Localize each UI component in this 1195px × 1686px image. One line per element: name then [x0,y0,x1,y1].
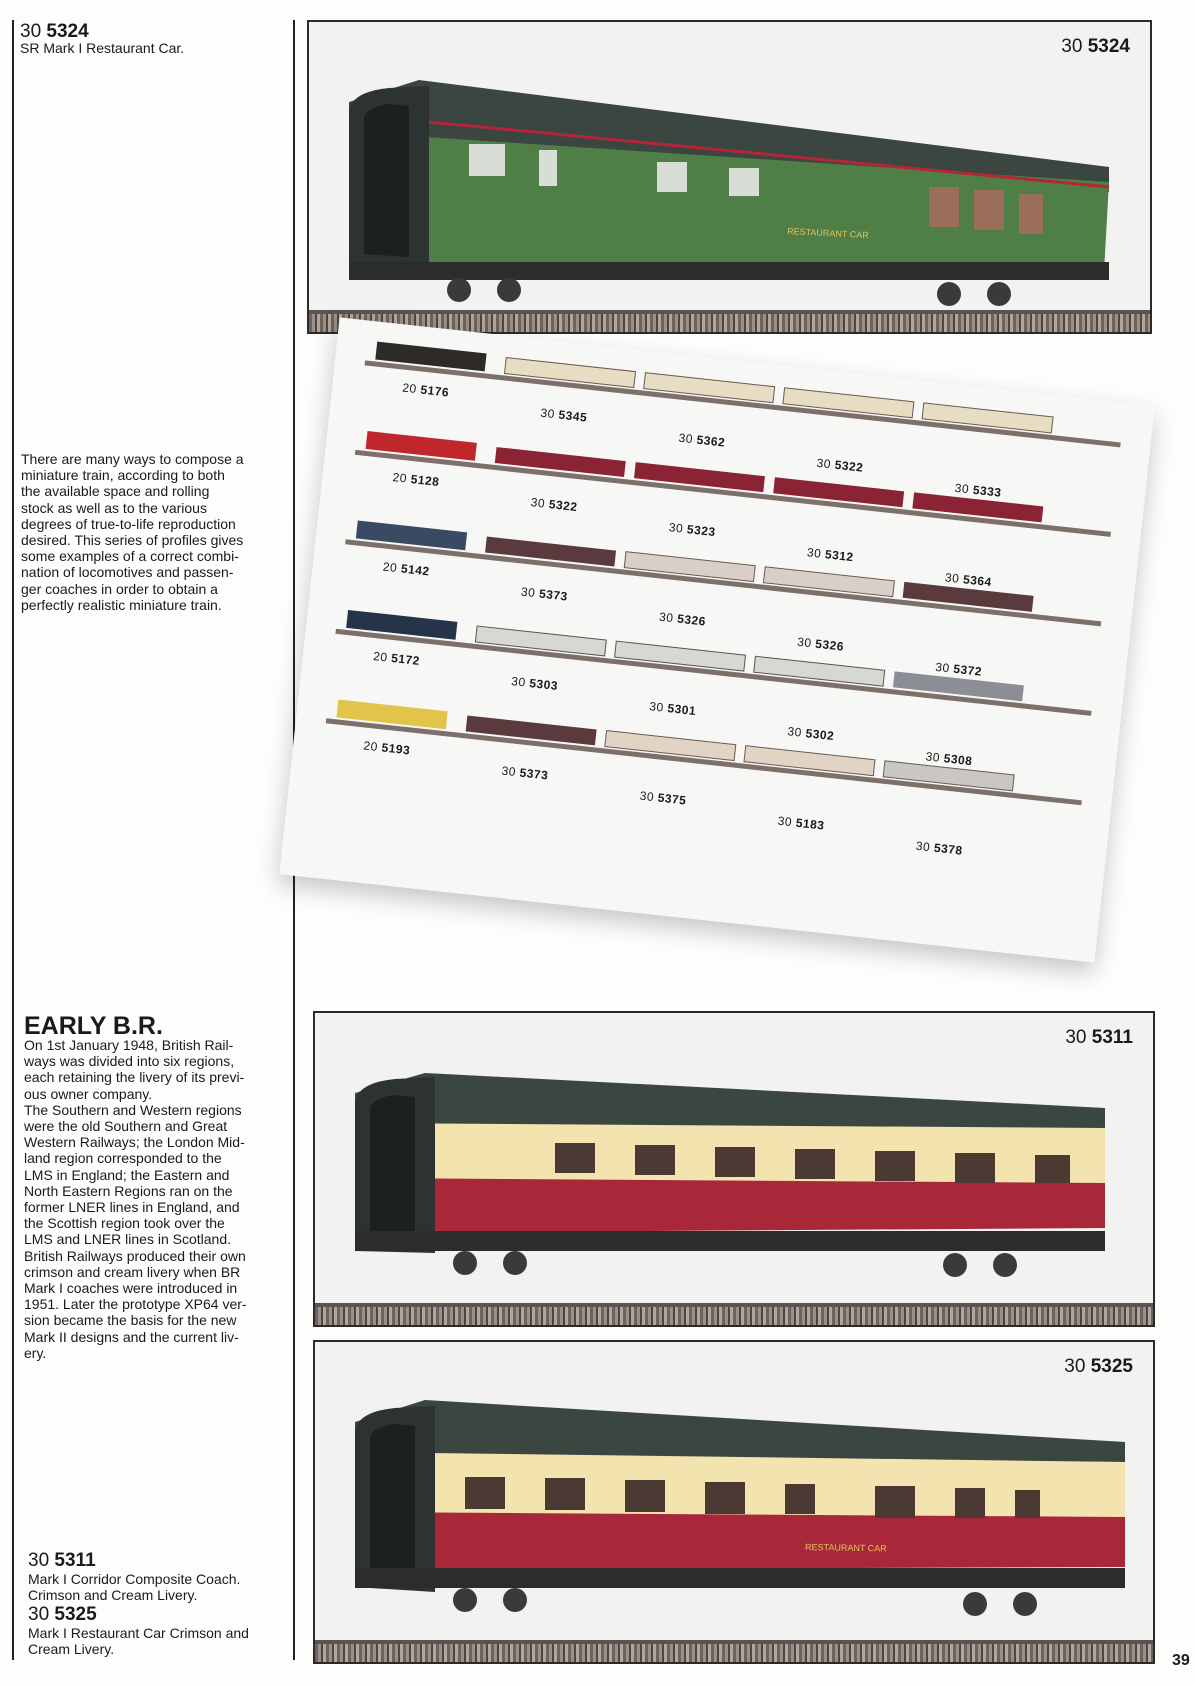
header-item-prefix: 30 [20,21,42,42]
profile-label: 20 5128 [391,470,441,490]
profiles-card-paper [279,317,1155,962]
section-title: EARLY B.R. [24,1012,163,1040]
profile-label: 20 5193 [362,738,411,758]
bottom-item-1-desc: Mark I Corridor Composite Coach. Crimson and Cream Livery. [28,1571,241,1603]
section-text: On 1st January 1948, British Rail- ways was divided into six regions, each retaining the livery of its previ- ous owner company. The Southern and Western regions were the old Southern and Great Western Railways; the London Mid- land region corresponded to the LMS in England; the Eastern and North Eastern Regions ran on the former LNER lines in England, and the Scottish region took over the LMS and LNER lines in Scotland. British Railways produced their own crimson and cream livery when BR Mark I coaches were introduced in 1951. Later the prototype XP64 ver- sion became the basis for the new Mark II designs and the current liv- ery. [24,1037,247,1361]
bottom-item-1-prefix: 30 [28,1550,50,1571]
profile-label: 30 5345 [539,405,588,425]
profile-label: 30 5333 [954,480,1003,500]
profiles-tracks [279,317,1155,962]
photo-code-prefix: 30 [1065,1027,1087,1048]
bottom-item-1-number: 5311 [54,1550,96,1571]
profile-label: 30 5322 [530,495,579,515]
photo-code-number: 5311 [1091,1027,1133,1048]
photo-frame-5325 [313,1340,1155,1664]
page-number: 39 [1172,1652,1190,1669]
photo-frame-5324 [307,20,1152,334]
profile-label: 30 5326 [796,634,845,654]
coach-lettering-5324: RESTAURANT CAR [786,226,869,241]
profile-label: 30 5326 [658,609,707,629]
profile-label: 30 5301 [648,699,697,719]
profile-label: 30 5373 [520,584,569,604]
header-item-desc: SR Mark I Restaurant Car. [20,40,185,56]
profile-label: 30 5302 [786,724,835,744]
ballast-5325 [315,1644,1153,1662]
coach-image-crimson-cream-2 [315,1342,1153,1662]
coach-image-green [309,22,1150,332]
profile-label: 30 5378 [915,838,964,858]
intro-text: There are many ways to compose a miniature train, according to both the available space and rolling stock as well as to the various degrees of true-to-life reproduction desired. This series of profiles gives some examples of a correct combi- nation of locomotives and passen- ger coaches in order to obtain a perfectly realistic miniature train. [21,451,244,613]
header-item-code [20,22,89,42]
profile-label: 30 5364 [944,570,993,590]
bottom-item-2-code [28,1605,97,1625]
profile-label: 30 5308 [924,749,974,769]
photo-code-number: 5325 [1090,1356,1133,1377]
profile-label: 30 5372 [934,659,983,679]
bottom-item-2-prefix: 30 [28,1604,50,1625]
photo-code-prefix: 30 [1061,36,1083,57]
profile-label: 20 5142 [382,559,431,579]
bottom-item-2-desc: Mark I Restaurant Car Crimson and Cream Livery. [28,1625,249,1657]
coach-lettering-5325: RESTAURANT CAR [804,1542,887,1554]
photo-code-number: 5324 [1087,36,1130,57]
profile-label: 30 5373 [500,763,550,783]
profile-label: 20 5172 [372,649,421,668]
ballast-5311 [315,1307,1153,1325]
profile-label: 30 5362 [677,430,726,450]
header-item-number: 5324 [46,21,89,42]
photo-frame-5311 [313,1011,1155,1327]
profiles-card [307,360,1127,920]
photo-code-prefix: 30 [1064,1356,1086,1377]
bottom-item-1-code [28,1551,96,1571]
profile-label: 20 5176 [401,380,450,400]
coach-image-crimson-cream-1 [315,1013,1153,1325]
profile-label: 30 5323 [668,520,717,540]
profile-label: 30 5183 [777,813,826,833]
bottom-item-2-number: 5325 [54,1604,97,1625]
profile-label: 30 5312 [806,545,855,565]
profile-label: 30 5322 [815,455,865,475]
profile-label: 30 5375 [638,788,688,808]
profile-label: 30 5303 [510,674,559,694]
left-margin-rule [12,20,14,1660]
